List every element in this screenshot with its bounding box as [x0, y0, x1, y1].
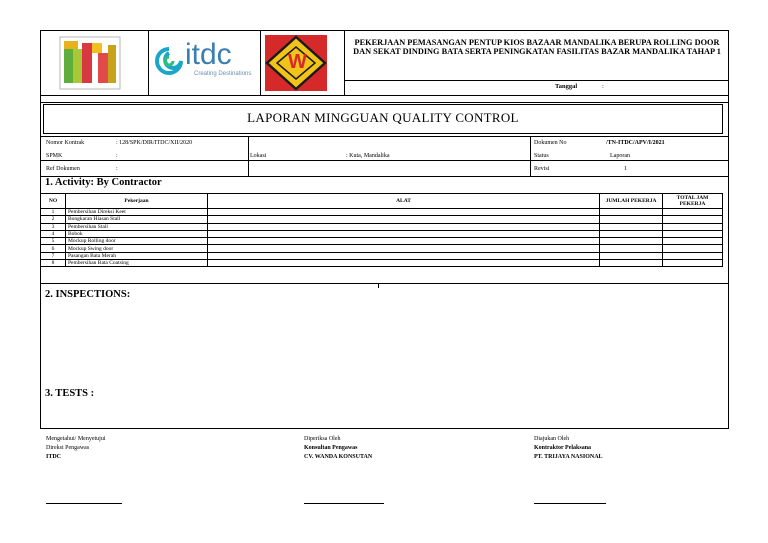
activity-table-header	[41, 194, 723, 209]
col-pekerjaan: Pekerjaan	[66, 194, 208, 209]
revisi-label: Revisi	[534, 166, 550, 172]
tanggal-separator: :	[602, 83, 604, 90]
sig-left-line3: ITDC	[46, 454, 62, 460]
table-row: 2 Bongkaran Hiasan Stall	[41, 216, 723, 223]
spmk-label: SPMK	[46, 153, 63, 159]
itdc-logo-tagline: Creating Destinations	[194, 71, 252, 77]
lokasi-value: : Kuta, Mandalika	[346, 153, 390, 159]
sig-left-line1: Mengetahui/ Menyetujui	[46, 436, 106, 442]
tests-heading: 3. TESTS :	[45, 388, 95, 399]
itdc-logo-text: itdc	[185, 38, 232, 71]
sig-left-signature-line	[46, 503, 122, 504]
table-row: 7 Pasangan Bata Merah	[41, 252, 723, 259]
table-row: 1 Pembersihan Direksi Keet	[41, 209, 723, 216]
col-no: NO	[41, 194, 66, 209]
sig-left-line2: Direksi Pengawas	[46, 445, 90, 451]
col-alat: ALAT	[208, 194, 600, 209]
itdc-logo	[152, 38, 258, 86]
sig-right-signature-line	[534, 503, 606, 504]
nomor-kontrak-label: Nomor Kontrak	[46, 140, 85, 146]
revisi-value: 1	[624, 166, 627, 172]
contractor-w-logo	[264, 34, 328, 92]
w-logo-letter: W	[288, 51, 307, 73]
company-logo-1	[58, 35, 122, 91]
table-row: 8 Pembersihan Bata Coatsing	[41, 260, 723, 267]
dokumen-no-label: Dokumen No	[534, 140, 567, 146]
sig-right-line2: Kontraktor Pelaksana	[534, 445, 592, 451]
activity-table	[40, 193, 723, 267]
nomor-kontrak-value: : 128/SPK/DIR/ITDC/XII/2020	[116, 140, 193, 146]
sig-middle-signature-line	[304, 503, 384, 504]
activity-heading: 1. Activity: By Contractor	[45, 177, 162, 188]
inspections-heading: 2. INSPECTIONS:	[45, 289, 131, 300]
table-row: 5 Mockup Rolling door	[41, 238, 723, 245]
table-row: 4 Bobok	[41, 230, 723, 237]
table-row: 3 Pembersihan Stall	[41, 223, 723, 230]
project-title: PEKERJAAN PEMASANGAN PENTUP KIOS BAZAAR MANDALIKA BERUPA ROLLING DOOR DAN SEKAT DINDING BATA SERTA PENINGKATAN FASILITAS BAZAR MANDALIKA TAHAP 1	[353, 38, 721, 56]
report-title: LAPORAN MINGGUAN QUALITY CONTROL	[247, 110, 519, 125]
sig-right-line3: PT. TRIJAYA NASIONAL	[534, 454, 603, 460]
spmk-value: :	[116, 153, 118, 159]
tanggal-label: Tanggal	[555, 83, 578, 90]
itdc-swirl-icon	[154, 46, 184, 76]
dokumen-no-value: /TN-ITDC/APV/I/2021	[606, 140, 665, 146]
ref-dokumen-label: Ref Dokumen	[46, 166, 80, 172]
status-value: Laporan	[610, 153, 630, 159]
status-label: Status	[534, 153, 549, 159]
col-total-jam-pekerja: TOTAL JAM PEKERJA	[663, 194, 723, 209]
sig-right-line1: Diajukan Oleh	[534, 436, 570, 442]
lokasi-label: Lokasi	[250, 153, 267, 159]
sig-middle-line2: Konsultan Pengawas	[304, 445, 358, 451]
ref-dokumen-value: :	[116, 166, 118, 172]
sig-middle-line3: CV. WANDA KONSUTAN	[304, 454, 373, 460]
table-row: 6 Mockup Swing door	[41, 245, 723, 252]
col-jumlah-pekerja: JUMLAH PEKERJA	[600, 194, 663, 209]
sig-middle-line1: Diperiksa Oleh	[304, 436, 341, 442]
